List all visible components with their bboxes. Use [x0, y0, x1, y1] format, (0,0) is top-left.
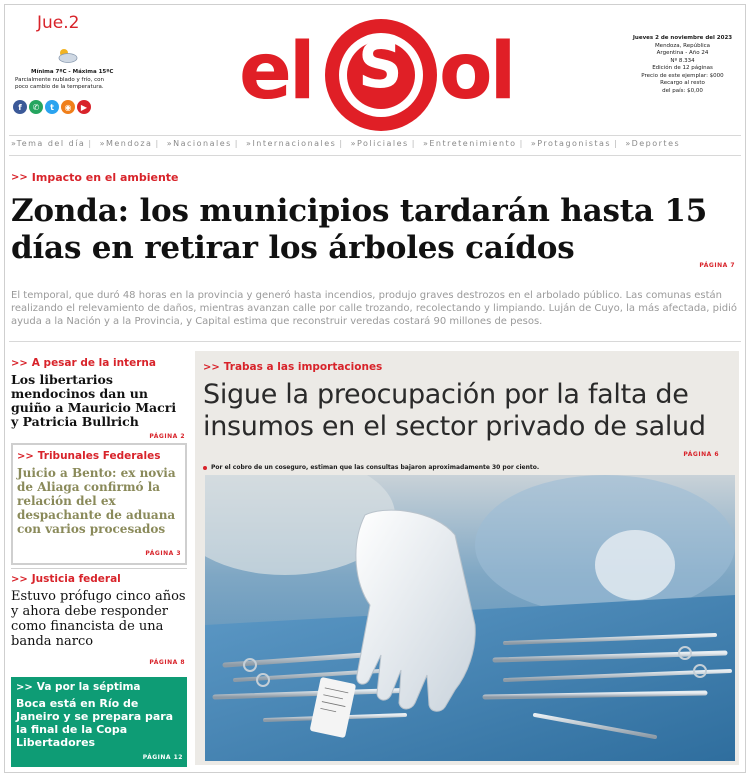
divider: [9, 135, 741, 136]
feature-bullet-text: Por el cobro de un coseguro, estiman que las consultas bajaron aproximadamente 30 por ciento.: [211, 464, 540, 471]
side-story-kicker: Va por la séptima: [36, 681, 141, 693]
twitter-icon[interactable]: t: [45, 100, 59, 114]
feature-headline[interactable]: Sigue la preocupación por la falta de insumos en el sector privado de salud: [203, 379, 706, 442]
side-story-kicker: Tribunales Federales: [37, 450, 161, 462]
divider: [9, 155, 741, 156]
weather-description: Parcialmente nublado y frío, con poco cambio de la temperatura.: [15, 77, 104, 90]
side-story[interactable]: [11, 573, 187, 666]
weather-day: Jue.2: [37, 13, 80, 33]
side-story-kicker: Justicia federal: [31, 573, 121, 585]
chevron-right-icon: >>: [17, 450, 34, 462]
nav-item[interactable]: »Entretenimiento: [422, 139, 517, 148]
side-story[interactable]: [11, 357, 187, 440]
edition-place: Mendoza, República: [654, 42, 711, 49]
partly-cloudy-icon: [55, 47, 79, 63]
feature-story[interactable]: [195, 351, 739, 765]
feature-page-ref: PÁGINA 6: [683, 451, 719, 458]
side-story-page-ref: PÁGINA 12: [142, 754, 183, 761]
bullet-dot-icon: [203, 466, 207, 470]
side-story-highlight[interactable]: [11, 677, 187, 767]
nav-item[interactable]: »Mendoza: [99, 139, 153, 148]
edition-date: Jueves 2 de noviembre del 2023: [632, 35, 733, 41]
side-story-page-ref: PÁGINA 2: [149, 433, 185, 440]
edition-surcharge: Recargo al resto: [660, 80, 705, 86]
facebook-icon[interactable]: f: [13, 100, 27, 114]
edition-surcharge-value: del país: $0,00: [662, 87, 703, 94]
lead-page-ref: PÁGINA 7: [699, 262, 735, 269]
feature-kicker: [203, 361, 382, 373]
edition-year: Argentina - Año 24: [656, 50, 709, 56]
feature-bullet: [203, 464, 539, 471]
nav-item[interactable]: »Nacionales: [166, 139, 232, 148]
feature-kicker-text: Trabas a las importaciones: [223, 361, 383, 373]
side-story-headline[interactable]: Estuvo prófugo cinco años y ahora debe responder como financista de una banda narco: [11, 589, 186, 649]
divider: [11, 568, 187, 569]
whatsapp-icon[interactable]: ✆: [29, 100, 43, 114]
newspaper-logo[interactable]: [231, 13, 531, 138]
social-links: [13, 100, 91, 114]
side-story-headline[interactable]: Juicio a Bento: ex novia de Aliaga confirmó la relación del ex despachante de aduana con varios procesados: [17, 466, 176, 536]
section-nav: »Tema del día | »Mendoza | »Nacionales | »Internacionales | »Policiales | »Entretenimiento | »Protagonistas | »Deportes: [11, 139, 681, 148]
edition-price: Precio de este ejemplar: $000: [641, 72, 724, 79]
lead-kicker-text: Impacto en el ambiente: [31, 171, 179, 184]
edition-info: [630, 35, 735, 95]
chevron-right-icon: >>: [11, 172, 28, 183]
nav-item[interactable]: »Tema del día: [11, 139, 86, 148]
lead-headline[interactable]: Zonda: los municipios tardarán hasta 15 días en retirar los árboles caídos: [11, 193, 708, 266]
side-story-headline[interactable]: Los libertarios mendocinos dan un guiño a Mauricio Macri y Patricia Bullrich: [11, 372, 177, 429]
youtube-icon[interactable]: ▶: [77, 100, 91, 114]
newspaper-front-page: [4, 4, 746, 773]
side-story-boxed[interactable]: [11, 443, 187, 565]
rss-icon[interactable]: ◉: [61, 100, 75, 114]
edition-pages: Edición de 12 páginas: [652, 65, 713, 71]
logo-text-s: S: [358, 29, 400, 102]
nav-item[interactable]: »Protagonistas: [530, 139, 612, 148]
nav-item[interactable]: »Internacionales: [246, 139, 337, 148]
logo-text-el: el: [239, 27, 313, 117]
chevron-right-icon: >>: [16, 681, 33, 693]
weather-temperature: Mínima 7ºC - Máxima 15ºC: [31, 69, 114, 75]
side-story-headline[interactable]: Boca está en Río de Janeiro y se prepara para la final de la Copa Libertadores: [16, 697, 174, 749]
divider: [9, 341, 741, 342]
side-story-page-ref: PÁGINA 8: [149, 659, 185, 666]
side-story-page-ref: PÁGINA 3: [145, 550, 181, 557]
weather-widget: [15, 13, 135, 90]
surgical-instruments-photo[interactable]: [205, 475, 735, 761]
lead-kicker: [11, 171, 179, 184]
side-story-kicker: A pesar de la interna: [31, 357, 156, 369]
nav-item[interactable]: »Deportes: [625, 139, 681, 148]
lead-summary: El temporal, que duró 48 horas en la provincia y generó hasta incendios, produjo graves destrozos en el arbolado público. Las comunas están realizando el relevamiento de daños, mientras avanzan calle por calle trozando, recolectando y limpiando. Luján de Cuyo, la más afectada, pidió ayuda a la Nación y a la Provincia, y Capital estima que reconstruir veredas costará 90 millones de pesos.: [11, 290, 738, 327]
chevron-right-icon: >>: [203, 361, 220, 373]
edition-number: Nº 8.334: [670, 57, 695, 64]
nav-item[interactable]: »Policiales: [350, 139, 409, 148]
logo-text-ol: ol: [439, 27, 514, 117]
chevron-right-icon: >>: [11, 357, 28, 369]
chevron-right-icon: >>: [11, 573, 28, 585]
